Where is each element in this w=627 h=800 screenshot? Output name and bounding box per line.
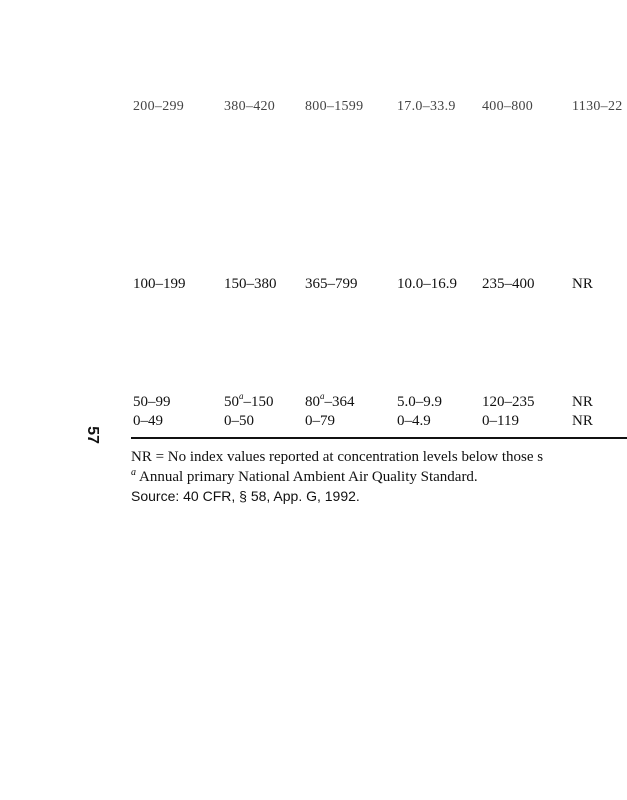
table-cell-index: 0–49 [133,413,163,429]
footnote [131,468,478,486]
table-cell: NR [572,413,593,429]
table-row [0,98,627,118]
table-cell-prefix: 80 [305,394,320,410]
table-row [0,393,627,413]
nr-definition-note: NR = No index values reported at concentration levels below those s [131,449,544,465]
table-cell [305,393,355,411]
footnote-text: Annual primary National Ambient Air Quality Standard. [139,469,478,485]
table-cell: 0–50 [224,413,254,429]
table-cell: 800–1599 [305,99,364,114]
footnote-marker: a [320,391,325,401]
table-cell: 0–119 [482,413,519,429]
footnote-mark: a [131,467,136,478]
table-cell: NR [572,394,593,410]
table-cell: 17.0–33.9 [397,99,456,114]
table-bottom-rule [131,437,627,439]
page-number: 57 [84,426,101,444]
table-cell: NR [572,276,593,292]
table-cell-index: 50–99 [133,394,171,410]
table-cell: 1130–22 [572,99,623,114]
table-cell: 365–799 [305,276,358,292]
table-cell-rest: –150 [243,394,274,410]
table-cell [224,393,274,411]
table-cell-prefix: 50 [224,394,239,410]
table-cell: 380–420 [224,99,276,114]
table-row [0,275,627,295]
table-cell: 0–79 [305,413,335,429]
footnote-marker: a [239,391,244,401]
table-cell: 150–380 [224,276,277,292]
table-cell: 400–800 [482,99,534,114]
table-cell-index: 100–199 [133,276,186,292]
table-cell: 10.0–16.9 [397,276,457,292]
table-cell: 0–4.9 [397,413,431,429]
source-note: Source: 40 CFR, § 58, App. G, 1992. [131,488,360,504]
table-cell: 120–235 [482,394,535,410]
table-cell: 235–400 [482,276,535,292]
table-cell-rest: –364 [324,394,355,410]
table-cell: 5.0–9.9 [397,394,442,410]
table-cell-index: 200–299 [133,99,185,114]
